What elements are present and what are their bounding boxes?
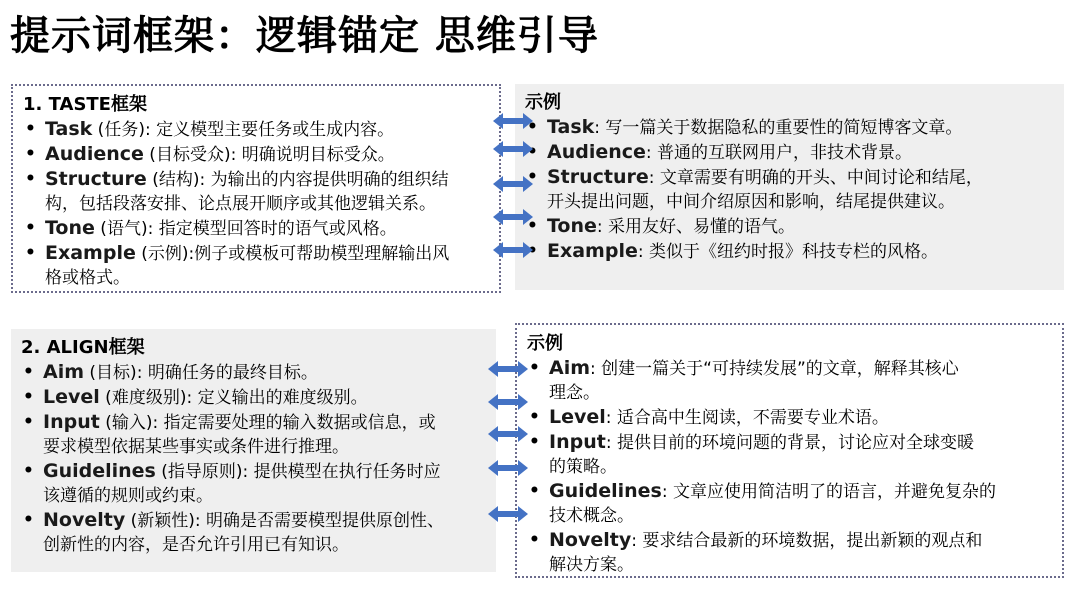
align-item-novelty: • Novelty (新颖性): 明确是否需要模型提供原创性、 创新性的内容，是否允许引用已有知识。 xyxy=(21,508,486,557)
taste-item-audience: • Audience (目标受众): 明确说明目标受众。 xyxy=(23,142,489,167)
align-example-level: • Level: 适合高中生阅读，不需要专业术语。 xyxy=(527,405,1052,430)
term-input: Input xyxy=(43,411,100,433)
align-example-input: • Input: 提供目前的环境问题的背景，讨论应对全球变暖 的策略。 xyxy=(527,430,1052,479)
align-item-guidelines: • Guidelines (指导原则): 提供模型在执行任务时应 该遵循的规则或约束。 xyxy=(21,459,486,508)
double-arrow-icon xyxy=(488,506,528,522)
align-heading: 2. ALIGN框架 xyxy=(21,337,145,358)
align-example-novelty: • Novelty: 要求结合最新的环境数据，提出新颖的观点和 解决方案。 xyxy=(527,528,1052,577)
taste-example-example: • Example: 类似于《纽约时报》科技专栏的风格。 xyxy=(525,239,1054,264)
double-arrow-icon xyxy=(493,141,533,157)
double-arrow-icon xyxy=(488,426,528,442)
double-arrow-icon xyxy=(488,460,528,476)
term-aim: Aim xyxy=(43,361,85,383)
term-novelty: Novelty xyxy=(43,509,126,531)
align-example-heading: 示例 xyxy=(527,333,563,354)
page-title: 提示词框架：逻辑锚定 思维引导 xyxy=(10,13,599,59)
taste-example-panel xyxy=(515,84,1064,290)
double-arrow-icon xyxy=(493,176,533,192)
taste-example-tone: • Tone: 采用友好、易懂的语气。 xyxy=(525,214,1054,239)
term-example: Example xyxy=(45,242,136,264)
double-arrow-icon xyxy=(488,361,528,377)
term-audience: Audience xyxy=(45,143,144,165)
align-item-input: • Input (输入): 指定需要处理的输入数据或信息，或 要求模型依据某些事实或条件进行推理。 xyxy=(21,410,486,459)
align-framework-panel xyxy=(11,329,496,572)
taste-heading: 1. TASTE框架 xyxy=(23,94,147,115)
term-guidelines: Guidelines xyxy=(43,460,156,482)
double-arrow-icon xyxy=(493,242,533,258)
taste-framework-panel xyxy=(11,84,501,293)
double-arrow-icon xyxy=(493,113,533,129)
term-structure: Structure xyxy=(45,168,147,190)
term-level: Level xyxy=(43,386,100,408)
align-item-aim: • Aim (目标): 明确任务的最终目标。 xyxy=(21,360,486,385)
align-example-guidelines: • Guidelines: 文章应使用简洁明了的语言，并避免复杂的 技术概念。 xyxy=(527,479,1052,528)
taste-item-task: • Task (任务): 定义模型主要任务或生成内容。 xyxy=(23,117,489,142)
taste-item-example: • Example (示例):例子或模板可帮助模型理解输出风 格或格式。 xyxy=(23,241,489,290)
double-arrow-icon xyxy=(488,394,528,410)
align-item-level: • Level (难度级别): 定义输出的难度级别。 xyxy=(21,385,486,410)
taste-example-structure: • Structure: 文章需要有明确的开头、中间讨论和结尾， 开头提出问题，中间介绍原因和影响，结尾提供建议。 xyxy=(525,165,1054,214)
taste-item-tone: • Tone (语气): 指定模型回答时的语气或风格。 xyxy=(23,216,489,241)
taste-example-audience: • Audience: 普通的互联网用户，非技术背景。 xyxy=(525,140,1054,165)
align-example-panel xyxy=(515,323,1064,578)
term-tone: Tone xyxy=(45,217,95,239)
term-task: Task xyxy=(45,118,93,140)
align-example-aim: • Aim: 创建一篇关于“可持续发展”的文章，解释其核心 理念。 xyxy=(527,356,1052,405)
taste-item-structure: • Structure (结构): 为输出的内容提供明确的组织结 构，包括段落安排、论点展开顺序或其他逻辑关系。 xyxy=(23,167,489,216)
double-arrow-icon xyxy=(493,209,533,225)
taste-example-task: • Task: 写一篇关于数据隐私的重要性的简短博客文章。 xyxy=(525,115,1054,140)
taste-example-heading: 示例 xyxy=(525,92,561,113)
